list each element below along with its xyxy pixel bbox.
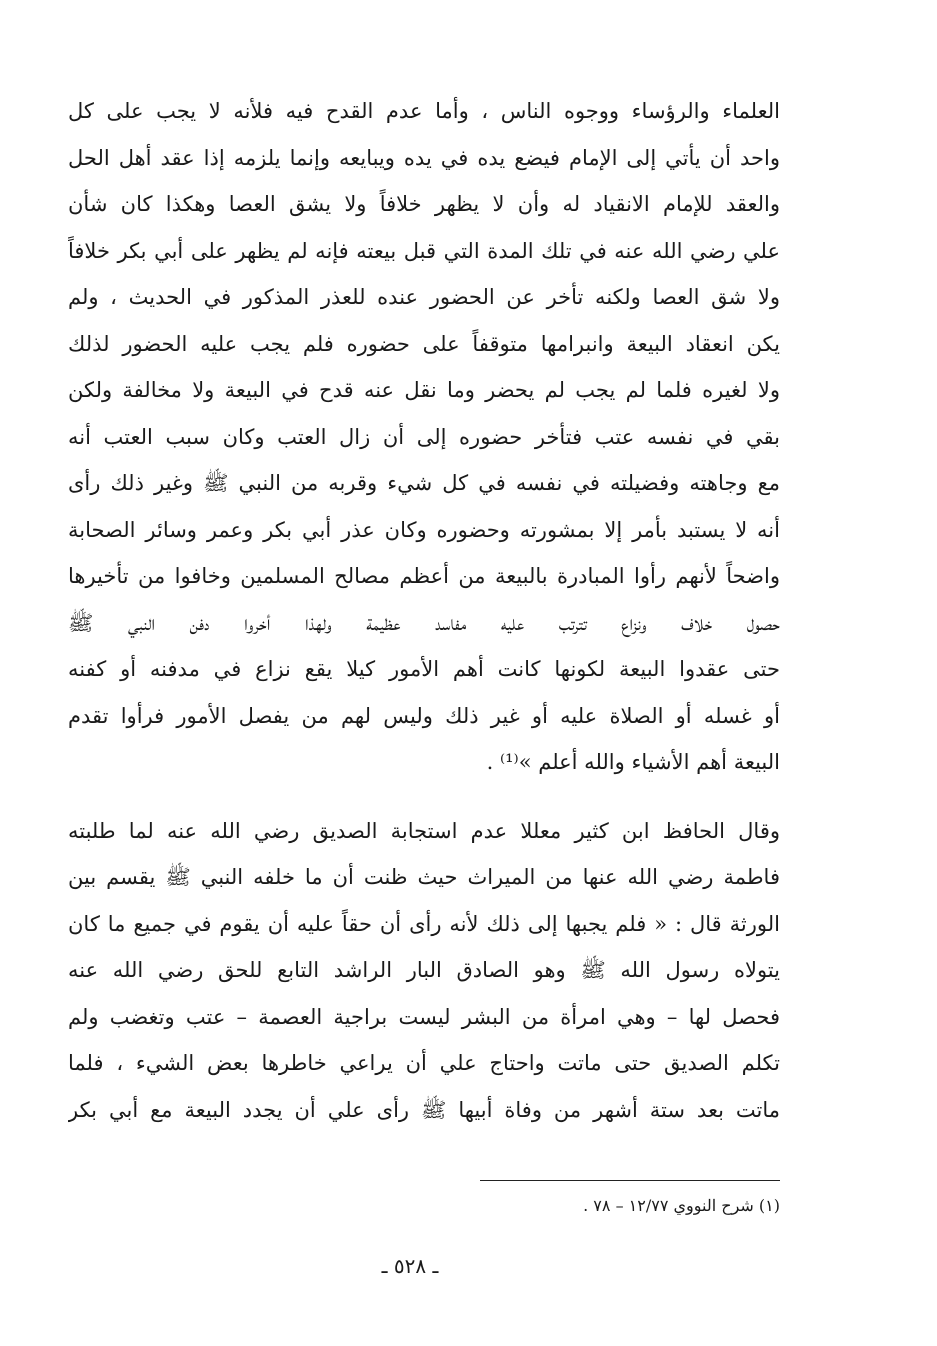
text-line: البيعة أهم الأشياء والله أعلم »⁽¹⁾ . (486, 750, 780, 774)
paragraph-1 (68, 88, 780, 786)
text-line: والعقد للإمام الانقياد له وأن لا يظهر خلافاً ولا يشق العصا وهكذا كان شأن (68, 192, 780, 216)
text-line: فحصل لها – وهي امرأة من البشر ليست براجية العصمة – عتب وتغضب ولم (68, 1004, 780, 1029)
text-line: واحد أن يأتي إلى الإمام فيضع يده في يده ويبايعه وإنما يلزمه إذا عقد أهل الحل (68, 145, 780, 170)
paragraph-gap (68, 786, 780, 808)
main-text (68, 88, 780, 1133)
text-line: أنه لا يستبد بأمر إلا بمشورته وحضوره وكان عذر أبي بكر وعمر وسائر الصحابة (68, 517, 780, 542)
text-line: تكلم الصديق حتى ماتت واحتاج علي أن يراعي خاطرها بعض الشيء ، فلما (68, 1051, 780, 1075)
text-line: وقال الحافظ ابن كثير معللا عدم استجابة الصديق رضي الله عنه لما طلبته (68, 818, 780, 843)
text-line: واضحاً لأنهم رأوا المبادرة بالبيعة من أعظم مصالح المسلمين وخافوا من تأخيرها (68, 564, 780, 588)
page-number: ـ ٥٢٨ ـ (381, 1254, 439, 1278)
text-line: الورثة قال : « فلم يجبها إلى ذلك لأنه رأى أن حقاً عليه أن يقوم في جميع ما كان (68, 911, 780, 936)
text-line: ولا لغيره فلما لم يجب لم يحضر وما نقل عنه قدح في البيعة ولا مخالفة ولكن (68, 378, 780, 402)
text-line: حصول خلاف ونزاع تترتب عليه مفاسد عظيمة ولهذا أخروا دفن النبي ﷺ (68, 610, 780, 635)
text-line: يكن انعقاد البيعة وانبرامها متوقفاً على حضوره فلم يجب عليه الحضور لذلك (68, 331, 780, 356)
text-line: ولا شق العصا ولكنه تأخر عن الحضور عنده للعذر المذكور في الحديث ، ولم (68, 285, 780, 309)
text-line: مع وجاهته وفضيلته في نفسه في كل شيء وقربه من النبي ﷺ وغير ذلك رأى (68, 471, 780, 495)
text-line: علي رضي الله عنه في تلك المدة التي قبل بيعته فإنه لم يظهر على أبي بكر خلافاً (68, 238, 780, 263)
text-line: ماتت بعد ستة أشهر من وفاة أبيها ﷺ رأى علي أن يجدد البيعة مع أبي بكر (68, 1097, 780, 1122)
text-line: أو غسله أو الصلاة عليه أو غير ذلك وليس لهم من يفصل الأمور فرأوا تقدم (68, 703, 780, 728)
text-line: بقي في نفسه عتب فتأخر حضوره إلى أن زال العتب وكان سبب العتب أنه (68, 424, 780, 449)
text-line: العلماء والرؤساء ووجوه الناس ، وأما عدم القدح فيه فلأنه لا يجب على كل (68, 99, 780, 123)
paragraph-2 (68, 808, 780, 1134)
text-line: يتولاه رسول الله ﷺ وهو الصادق البار الراشد التابع للحق رضي الله عنه (68, 958, 780, 982)
text-line: فاطمة رضي الله عنها من الميراث حيث ظنت أن ما خلفه النبي ﷺ يقسم بين (68, 865, 780, 889)
footnote-divider (480, 1180, 780, 1181)
footnote: (١) شرح النووي ١٢/٧٧ – ٧٨ . (583, 1196, 780, 1215)
text-line: حتى عقدوا البيعة لكونها كانت أهم الأمور كيلا يقع نزاع في مدفنه أو كفنه (68, 657, 780, 681)
